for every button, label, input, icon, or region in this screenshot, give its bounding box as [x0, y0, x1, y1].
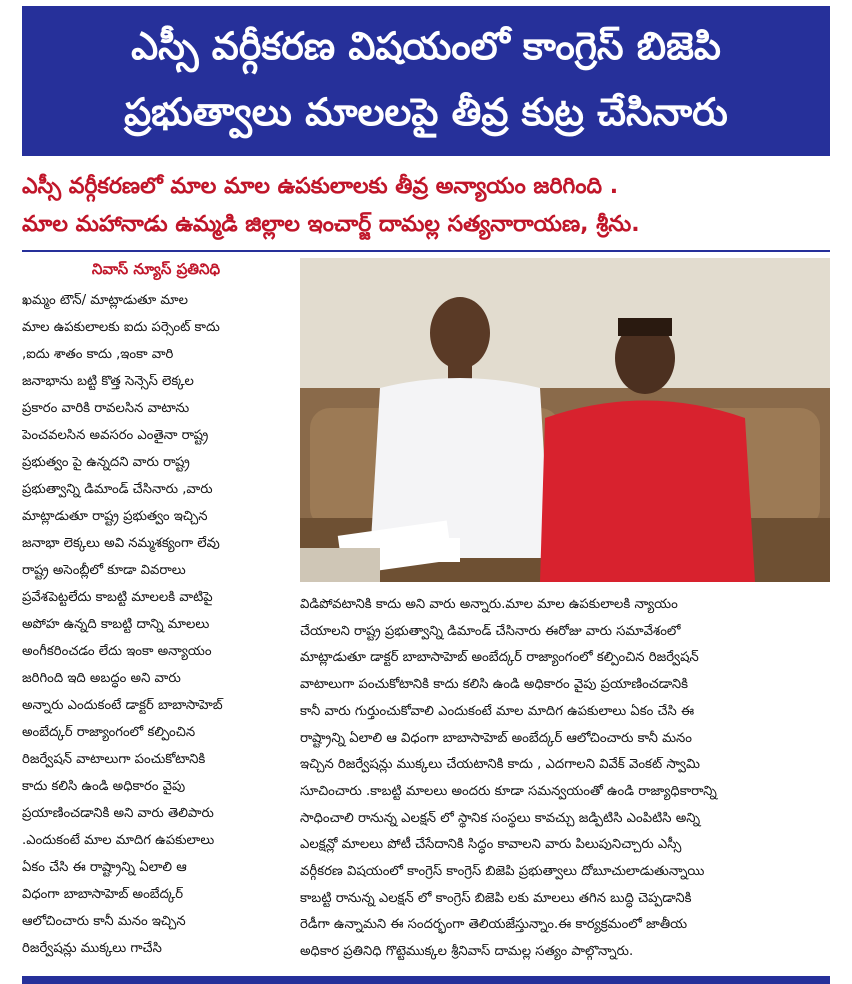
- article-line: ,ఐదు శాతం కాదు ,ఇంకా వారి: [22, 347, 174, 362]
- article-line: అపోహ ఉన్నది కాబట్టి దాన్ని మాలలు: [22, 617, 210, 632]
- article-line: జరిగింది ఇది అబద్ధం అని వారు: [22, 671, 181, 686]
- article-line: ప్రకారం వారికి రావలసిన వాటాను: [22, 401, 190, 416]
- article-line: అంబేద్కర్ రాజ్యాంగంలో కల్పించిన: [22, 725, 196, 740]
- article-line: అధికార ప్రతినిధి గొట్టెముక్కల శ్రీనివాస్ దామల్ల సత్యం పాల్గొన్నారు.: [300, 944, 634, 960]
- article-line: ప్రభుత్వం పై ఉన్నదని వారు రాష్ట్ర: [22, 455, 190, 470]
- article-line: చేయాలని రాష్ట్ర ప్రభుత్వాన్ని డిమాండ్ చేసినారు ఈరోజు వారు సమావేశంలో: [300, 623, 681, 639]
- article-line: అంగీకరించడం లేదు ఇంకా అన్యాయం: [22, 644, 212, 659]
- article-line: రిజర్వేషన్లు ముక్కలు గాచేసి: [22, 941, 162, 956]
- article-line: కానీ వారు గుర్తుంచుకోవాలి ఎందుకంటే మాల మాదిగ ఉపకులాలు ఏకం చేసి ఈ: [300, 703, 695, 719]
- article-line: వర్గీకరణ విషయంలో కాంగ్రెస్ కాంగ్రెస్ బిజెపి ప్రభుత్వాలు దోబూచులాడుతున్నాయి: [300, 864, 705, 879]
- article-line: కాదు కలిసి ఉండి అధికారం వైపు: [22, 779, 186, 794]
- article-line: వాటాలుగా పంచుకోటానికి కాదు కలిసి ఉండి అధికారం వైపు ప్రయాణించడానికి: [300, 677, 688, 693]
- right-column: [300, 592, 830, 968]
- article-line: ఎలక్షన్లో మాలలు పోటీ చేసేదానికి సిద్ధం కావాలని వారు పిలుపునిచ్చారు ఎస్సీ: [300, 837, 682, 853]
- article-line: అన్నారు ఎందుకంటే డాక్టర్ బాబాసాహెబ్: [22, 698, 223, 713]
- subheadline: [22, 168, 830, 248]
- byline: నివాస్ న్యూస్ ప్రతినిధి: [91, 260, 221, 278]
- article-line: విధంగా బాబాసాహెబ్ అంబేద్కర్: [22, 887, 184, 902]
- article-line: జనాభాను బట్టి కొత్త సెన్సెస్ లెక్కల: [22, 374, 194, 389]
- headline-banner: [22, 6, 830, 156]
- article-line: ఇచ్చిన రిజర్వేషన్లు ముక్కలు చేయటానికి కాదు , ఎదగాలని వివేక్ వెంకట్ స్వామి: [300, 757, 700, 773]
- article-line: .ఎందుకంటే మాల మాదిగ ఉపకులాలు: [22, 833, 215, 848]
- article-line: ఖమ్మం టౌన్/ మాట్లాడుతూ మాల: [22, 293, 188, 308]
- article-line: రిజర్వేషన్ వాటాలుగా పంచుకోటానికి: [22, 752, 206, 767]
- article-line: పెంచవలసిన అవసరం ఎంతైనా రాష్ట్ర: [22, 428, 209, 443]
- article-line: మాట్లాడుతూ డాక్టర్ బాబాసాహెబ్ అంబేద్కర్ రాజ్యాంగంలో కల్పించిన రిజర్వేషన్: [300, 650, 699, 666]
- headline-line-2: ప్రభుత్వాలు మాలలపై తీవ్ర కుట్ర చేసినారు: [124, 90, 728, 134]
- subheadline-line-2: మాల మహానాడు ఉమ్మడి జిల్లాల ఇంచార్జ్ దామల్ల సత్యనారాయణ, శ్రీను.: [22, 212, 640, 237]
- article-line: జనాభా లెక్కలు అవి నమ్మశక్యంగా లేవు: [22, 536, 220, 551]
- article-line: ఏకం చేసి ఈ రాష్ట్రాన్ని ఏలాలి ఆ: [22, 860, 187, 875]
- left-column: [22, 288, 280, 968]
- headline-line-1: ఎస్సీ వర్గీకరణ విషయంలో కాంగ్రెస్ బిజెపి: [131, 24, 721, 68]
- article-line: మాట్లాడుతూ రాష్ట్ర ప్రభుత్వం ఇచ్చిన: [22, 509, 208, 524]
- article-line: సూచించారు .కాబట్టి మాలలు అందరు కూడా సమన్వయంతో ఉండి రాజ్యాధికారాన్ని: [300, 783, 717, 799]
- subheadline-line-1: ఎస్సీ వర్గీకరణలో మాల మాల ఉపకులాలకు తీవ్ర అన్యాయం జరిగింది .: [22, 174, 619, 199]
- divider: [22, 250, 830, 252]
- article-line: ప్రభుత్వాన్ని డిమాండ్ చేసినారు ,వారు: [22, 482, 213, 497]
- article-line: ప్రవేశపెట్టలేదు కాబట్టి మాలలకి వాటిపై: [22, 590, 213, 605]
- news-photo: [300, 258, 830, 582]
- article-line: రాష్ట్రాన్ని ఏలాలి ఆ విధంగా బాబాసాహెబ్ అంబేద్కర్ ఆలోచించారు కానీ మనం: [300, 730, 692, 746]
- article-line: రాష్ట్ర అసెంబ్లీలో కూడా వివరాలు: [22, 563, 186, 578]
- photo-illustration: [300, 258, 830, 582]
- footer-bar: [22, 976, 830, 984]
- article-line: విడిపోవటానికి కాదు అని వారు అన్నారు.మాల మాల ఉపకులాలకి న్యాయం: [300, 597, 678, 612]
- article-line: కాబట్టి రానున్న ఎలక్షన్ లో కాంగ్రెస్ బిజెపి లకు మాలలు తగిన బుద్ధి చెప్పడానికి: [300, 890, 692, 906]
- article-line: మాల ఉపకులాలకు ఐదు పర్సెంట్ కాదు: [22, 320, 220, 335]
- article-line: రెడీగా ఉన్నామని ఈ సందర్భంగా తెలియజేస్తున్నాం.ఈ కార్యక్రమంలో జాతీయ: [300, 917, 688, 933]
- article-line: సాధించాలి రానున్న ఎలక్షన్ లో స్థానిక సంస్థలు కావచ్చు జడ్పిటిసి ఎంపిటిసి అన్ని: [300, 810, 701, 826]
- article-line: ప్రయాణించడానికి అని వారు తెలిపారు: [22, 806, 214, 821]
- article-line: ఆలోచించారు కానీ మనం ఇచ్చిన: [22, 914, 186, 929]
